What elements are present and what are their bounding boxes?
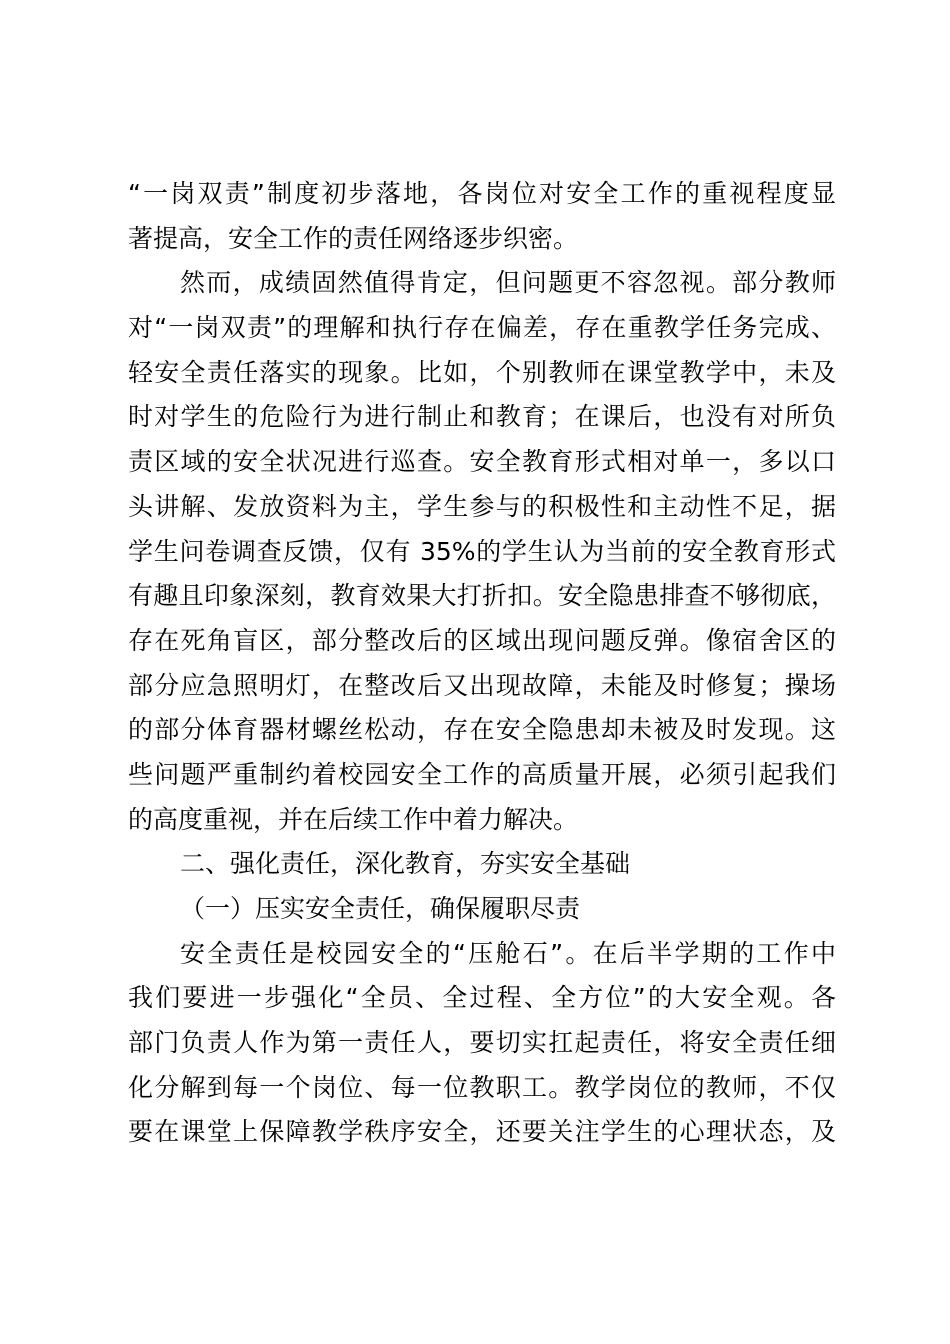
text-line: 头讲解、发放资料为主，学生参与的积极性和主动性不足，据 [128,491,836,521]
text-line: 存在死角盲区，部分整改后的区域出现问题反弹。像宿舍区的 [128,625,836,655]
text-line: “一岗双责”制度初步落地，各岗位对安全工作的重视程度显 [128,179,836,208]
text-line: 化分解到每一个岗位、每一位教职工。教学岗位的教师，不仅 [128,1072,836,1102]
text-line: 轻安全责任落实的现象。比如，个别教师在课堂教学中，未及 [128,357,836,387]
text-line: 对“一岗双责”的理解和执行存在偏差，存在重教学任务完成、 [128,313,836,343]
subsection-heading: （一）压实安全责任，确保履职尽责 [180,894,581,923]
text-line: 部分应急照明灯，在整改后又出现故障，未能及时修复；操场 [128,670,836,700]
paragraph-start-line: 然而，成绩固然值得肯定，但问题更不容忽视。部分教师 [180,268,836,298]
text-line: 时对学生的危险行为进行制止和教育；在课后，也没有对所负 [128,402,836,432]
text-line: 部门负责人作为第一责任人，要切实扛起责任，将安全责任细 [128,1028,836,1058]
text-line: 些问题严重制约着校园安全工作的高质量开展，必须引起我们 [128,759,836,789]
paragraph-start-line: 安全责任是校园安全的“压舱石”。在后半学期的工作中 [180,938,836,968]
section-heading: 二、强化责任，深化教育，夯实安全基础 [180,849,631,879]
text-line: 要在课堂上保障教学秩序安全，还要关注学生的心理状态，及 [128,1117,836,1147]
text-line: 著提高，安全工作的责任网络逐步织密。 [128,223,579,253]
text-line: 的高度重视，并在后续工作中着力解决。 [128,804,579,834]
text-line: 的部分体育器材螺丝松动，存在安全隐患却未被及时发现。这 [128,715,836,745]
text-line: 责区域的安全状况进行巡查。安全教育形式相对单一，多以口 [128,447,836,477]
text-line: 学生问卷调查反馈，仅有 35%的学生认为当前的安全教育形式 [128,536,836,566]
text-line: 有趣且印象深刻，教育效果大打折扣。安全隐患排查不够彻底， [128,581,836,611]
body-text [128,172,836,1155]
text-line: 我们要进一步强化“全员、全过程、全方位”的大安全观。各 [128,983,836,1013]
